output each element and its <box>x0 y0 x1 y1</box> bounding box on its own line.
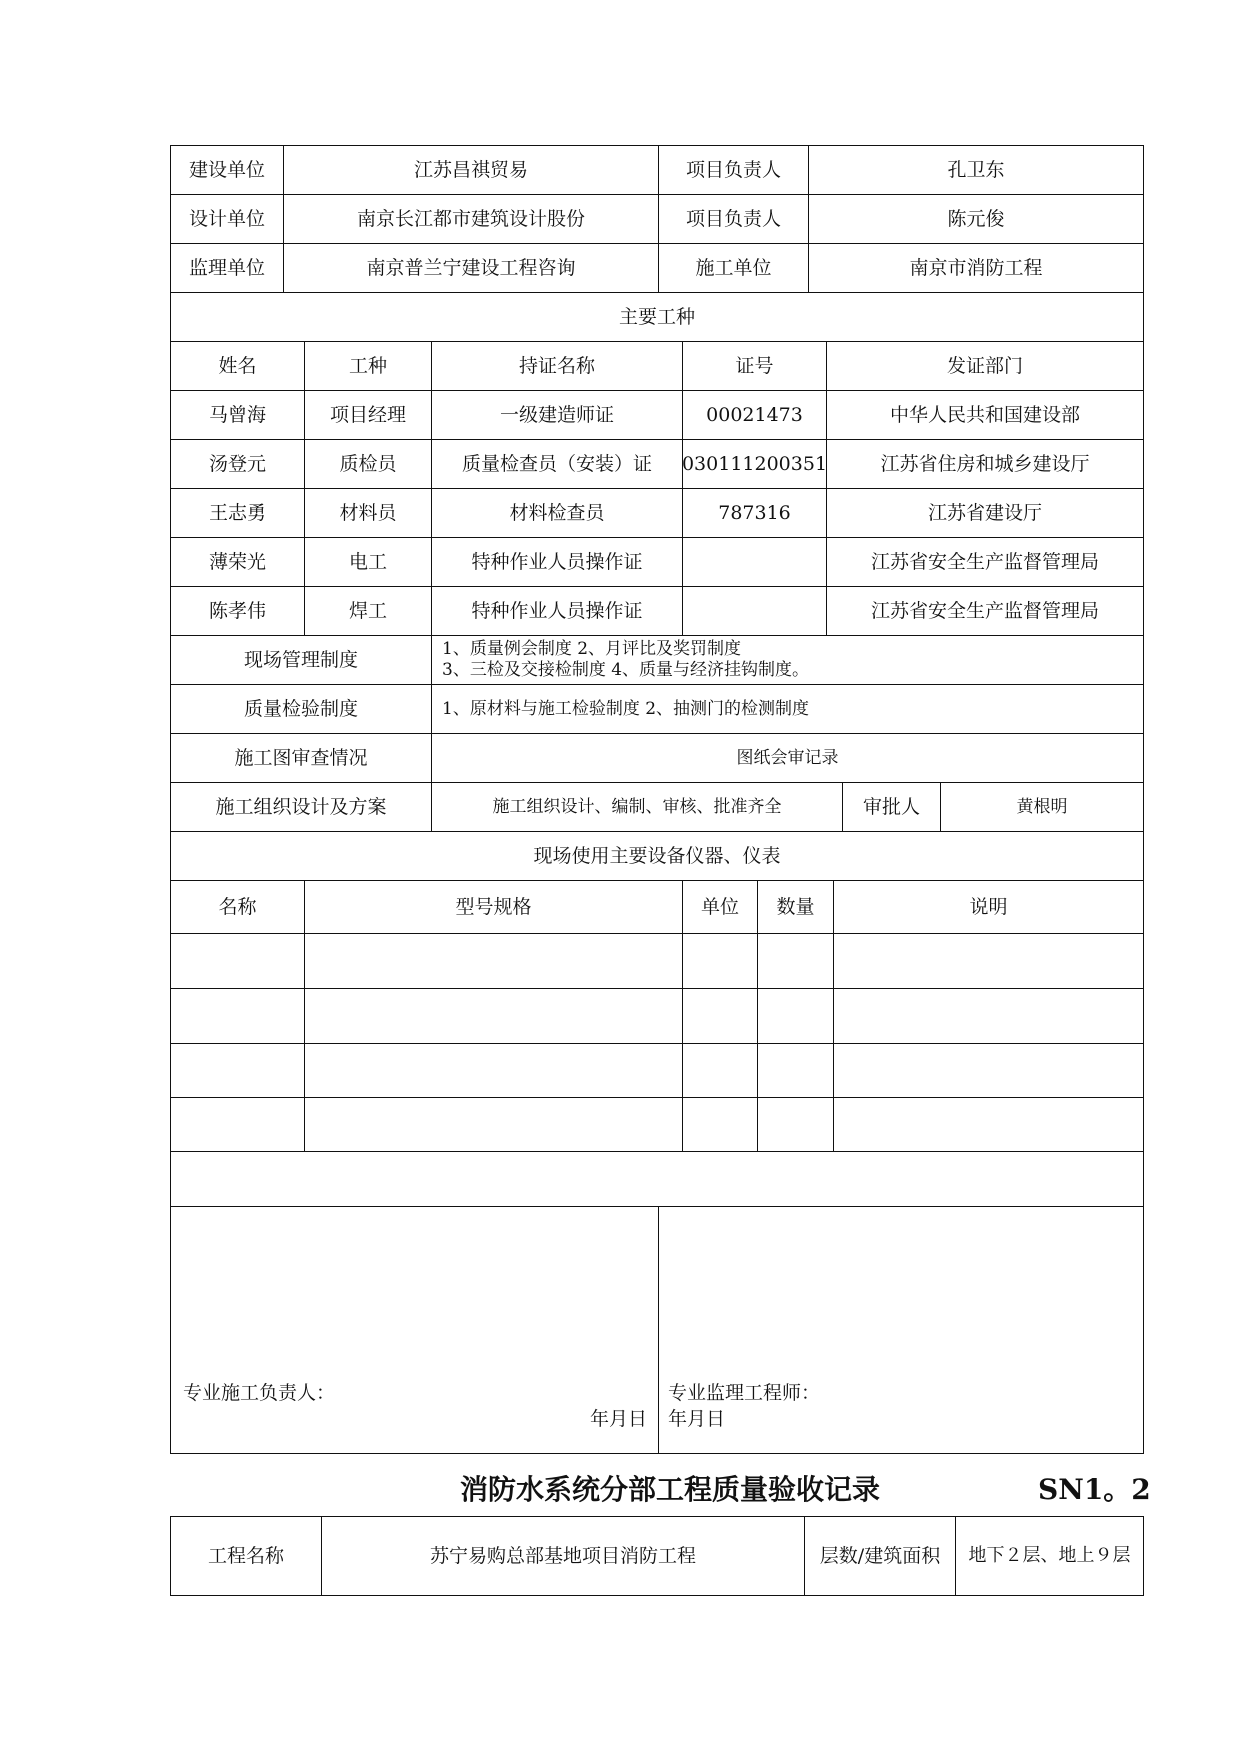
trade-row-name: 陈孝伟 <box>170 586 305 636</box>
equipment-header-model: 型号规格 <box>304 880 683 934</box>
next-page-title: 消防水系统分部工程质量验收记录 <box>460 1473 881 1506</box>
supervision-unit-label: 监理单位 <box>170 243 284 293</box>
builder-unit-label: 施工单位 <box>658 243 809 293</box>
site-management-label: 现场管理制度 <box>170 635 432 685</box>
site-management-value <box>431 635 1144 685</box>
trade-row-name: 马曾海 <box>170 390 305 440</box>
trades-header-name: 姓名 <box>170 341 305 391</box>
drawing-review-label: 施工图审查情况 <box>170 733 432 783</box>
equipment-empty-cell <box>304 988 683 1044</box>
trade-row-name: 王志勇 <box>170 488 305 538</box>
trade-row-trade: 质检员 <box>304 439 432 489</box>
equipment-empty-cell <box>833 1097 1144 1152</box>
equipment-empty-cell <box>833 1043 1144 1098</box>
equipment-empty-cell <box>757 933 834 989</box>
trades-header-certificate: 持证名称 <box>431 341 683 391</box>
project-name-value: 苏宁易购总部基地项目消防工程 <box>321 1516 805 1596</box>
trade-row-cert-no: 787316 <box>682 488 827 538</box>
equipment-header-name: 名称 <box>170 880 305 934</box>
trades-header-cert-no: 证号 <box>682 341 827 391</box>
equipment-empty-cell <box>304 1097 683 1152</box>
contractor-signature-box <box>170 1206 659 1454</box>
trade-row-certificate: 一级建造师证 <box>431 390 683 440</box>
equipment-empty-cell <box>170 1097 305 1152</box>
equipment-header-unit: 单位 <box>682 880 758 934</box>
construction-unit-value: 江苏昌祺贸易 <box>283 145 659 195</box>
trades-header-issuer: 发证部门 <box>826 341 1144 391</box>
floors-area-value: 地下２层、地上９层 <box>955 1516 1144 1596</box>
trades-title: 主要工种 <box>170 292 1144 342</box>
equipment-empty-cell <box>170 933 305 989</box>
trade-row-issuer: 江苏省住房和城乡建设厅 <box>826 439 1144 489</box>
trade-row-issuer: 江苏省建设厅 <box>826 488 1144 538</box>
supervisor-signature-label: 专业监理工程师： <box>668 1382 821 1404</box>
contractor-signature-label: 专业施工负责人： <box>183 1382 336 1404</box>
equipment-empty-cell <box>757 988 834 1044</box>
trade-row-issuer: 江苏省安全生产监督管理局 <box>826 586 1144 636</box>
equipment-empty-cell <box>757 1043 834 1098</box>
trade-row-trade: 材料员 <box>304 488 432 538</box>
trade-row-cert-no <box>682 537 827 587</box>
equipment-empty-cell <box>170 988 305 1044</box>
equipment-empty-cell <box>682 933 758 989</box>
trade-row-trade: 项目经理 <box>304 390 432 440</box>
trade-row-certificate: 质量检查员（安装）证 <box>431 439 683 489</box>
trade-row-certificate: 材料检查员 <box>431 488 683 538</box>
supervisor-signature-date: 年月日 <box>668 1408 726 1430</box>
trade-row-trade: 电工 <box>304 537 432 587</box>
trade-row-cert-no: 00021473 <box>682 390 827 440</box>
equipment-empty-cell <box>682 1097 758 1152</box>
construction-unit-label: 建设单位 <box>170 145 284 195</box>
quality-inspection-value: 1、原材料与施工检验制度 2、抽测门的检测制度 <box>431 684 1144 734</box>
construction-design-value: 施工组织设计、编制、审核、批准齐全 <box>431 782 843 832</box>
equipment-empty-cell <box>170 1043 305 1098</box>
equipment-empty-cell <box>833 988 1144 1044</box>
builder-unit-value: 南京市消防工程 <box>808 243 1144 293</box>
design-responsible-label: 项目负责人 <box>658 194 809 244</box>
quality-inspection-label: 质量检验制度 <box>170 684 432 734</box>
approver-label: 审批人 <box>842 782 941 832</box>
approver-value: 黄根明 <box>940 782 1144 832</box>
form-code: SN1。2 <box>1038 1473 1151 1506</box>
equipment-header-description: 说明 <box>833 880 1144 934</box>
trade-row-issuer: 江苏省安全生产监督管理局 <box>826 537 1144 587</box>
equipment-empty-cell <box>833 933 1144 989</box>
trade-row-trade: 焊工 <box>304 586 432 636</box>
construction-design-label: 施工组织设计及方案 <box>170 782 432 832</box>
design-unit-label: 设计单位 <box>170 194 284 244</box>
equipment-empty-cell <box>682 988 758 1044</box>
equipment-empty-cell <box>757 1097 834 1152</box>
trade-row-certificate: 特种作业人员操作证 <box>431 586 683 636</box>
contractor-signature-date: 年月日 <box>590 1408 648 1430</box>
equipment-empty-cell <box>682 1043 758 1098</box>
blank-row <box>170 1151 1144 1207</box>
drawing-review-value: 图纸会审记录 <box>431 733 1144 783</box>
trades-header-trade: 工种 <box>304 341 432 391</box>
equipment-title: 现场使用主要设备仪器、仪表 <box>170 831 1144 881</box>
supervision-unit-value: 南京普兰宁建设工程咨询 <box>283 243 659 293</box>
design-responsible-value: 陈元俊 <box>808 194 1144 244</box>
supervisor-signature-box <box>658 1206 1144 1454</box>
equipment-empty-cell <box>304 1043 683 1098</box>
trade-row-cert-no <box>682 586 827 636</box>
site-management-line-2: 3、三检及交接检制度 4、质量与经济挂钩制度。 <box>442 660 810 680</box>
trade-row-name: 汤登元 <box>170 439 305 489</box>
floors-area-label: 层数/建筑面积 <box>804 1516 956 1596</box>
project-name-label: 工程名称 <box>170 1516 322 1596</box>
trade-row-cert-no: 030111200351 <box>682 439 827 489</box>
site-management-line-1: 1、质量例会制度 2、月评比及奖罚制度 <box>442 638 742 659</box>
equipment-empty-cell <box>304 933 683 989</box>
construction-responsible-value: 孔卫东 <box>808 145 1144 195</box>
trade-row-certificate: 特种作业人员操作证 <box>431 537 683 587</box>
trade-row-issuer: 中华人民共和国建设部 <box>826 390 1144 440</box>
design-unit-value: 南京长江都市建筑设计股份 <box>283 194 659 244</box>
trade-row-name: 薄荣光 <box>170 537 305 587</box>
equipment-header-quantity: 数量 <box>757 880 834 934</box>
construction-responsible-label: 项目负责人 <box>658 145 809 195</box>
